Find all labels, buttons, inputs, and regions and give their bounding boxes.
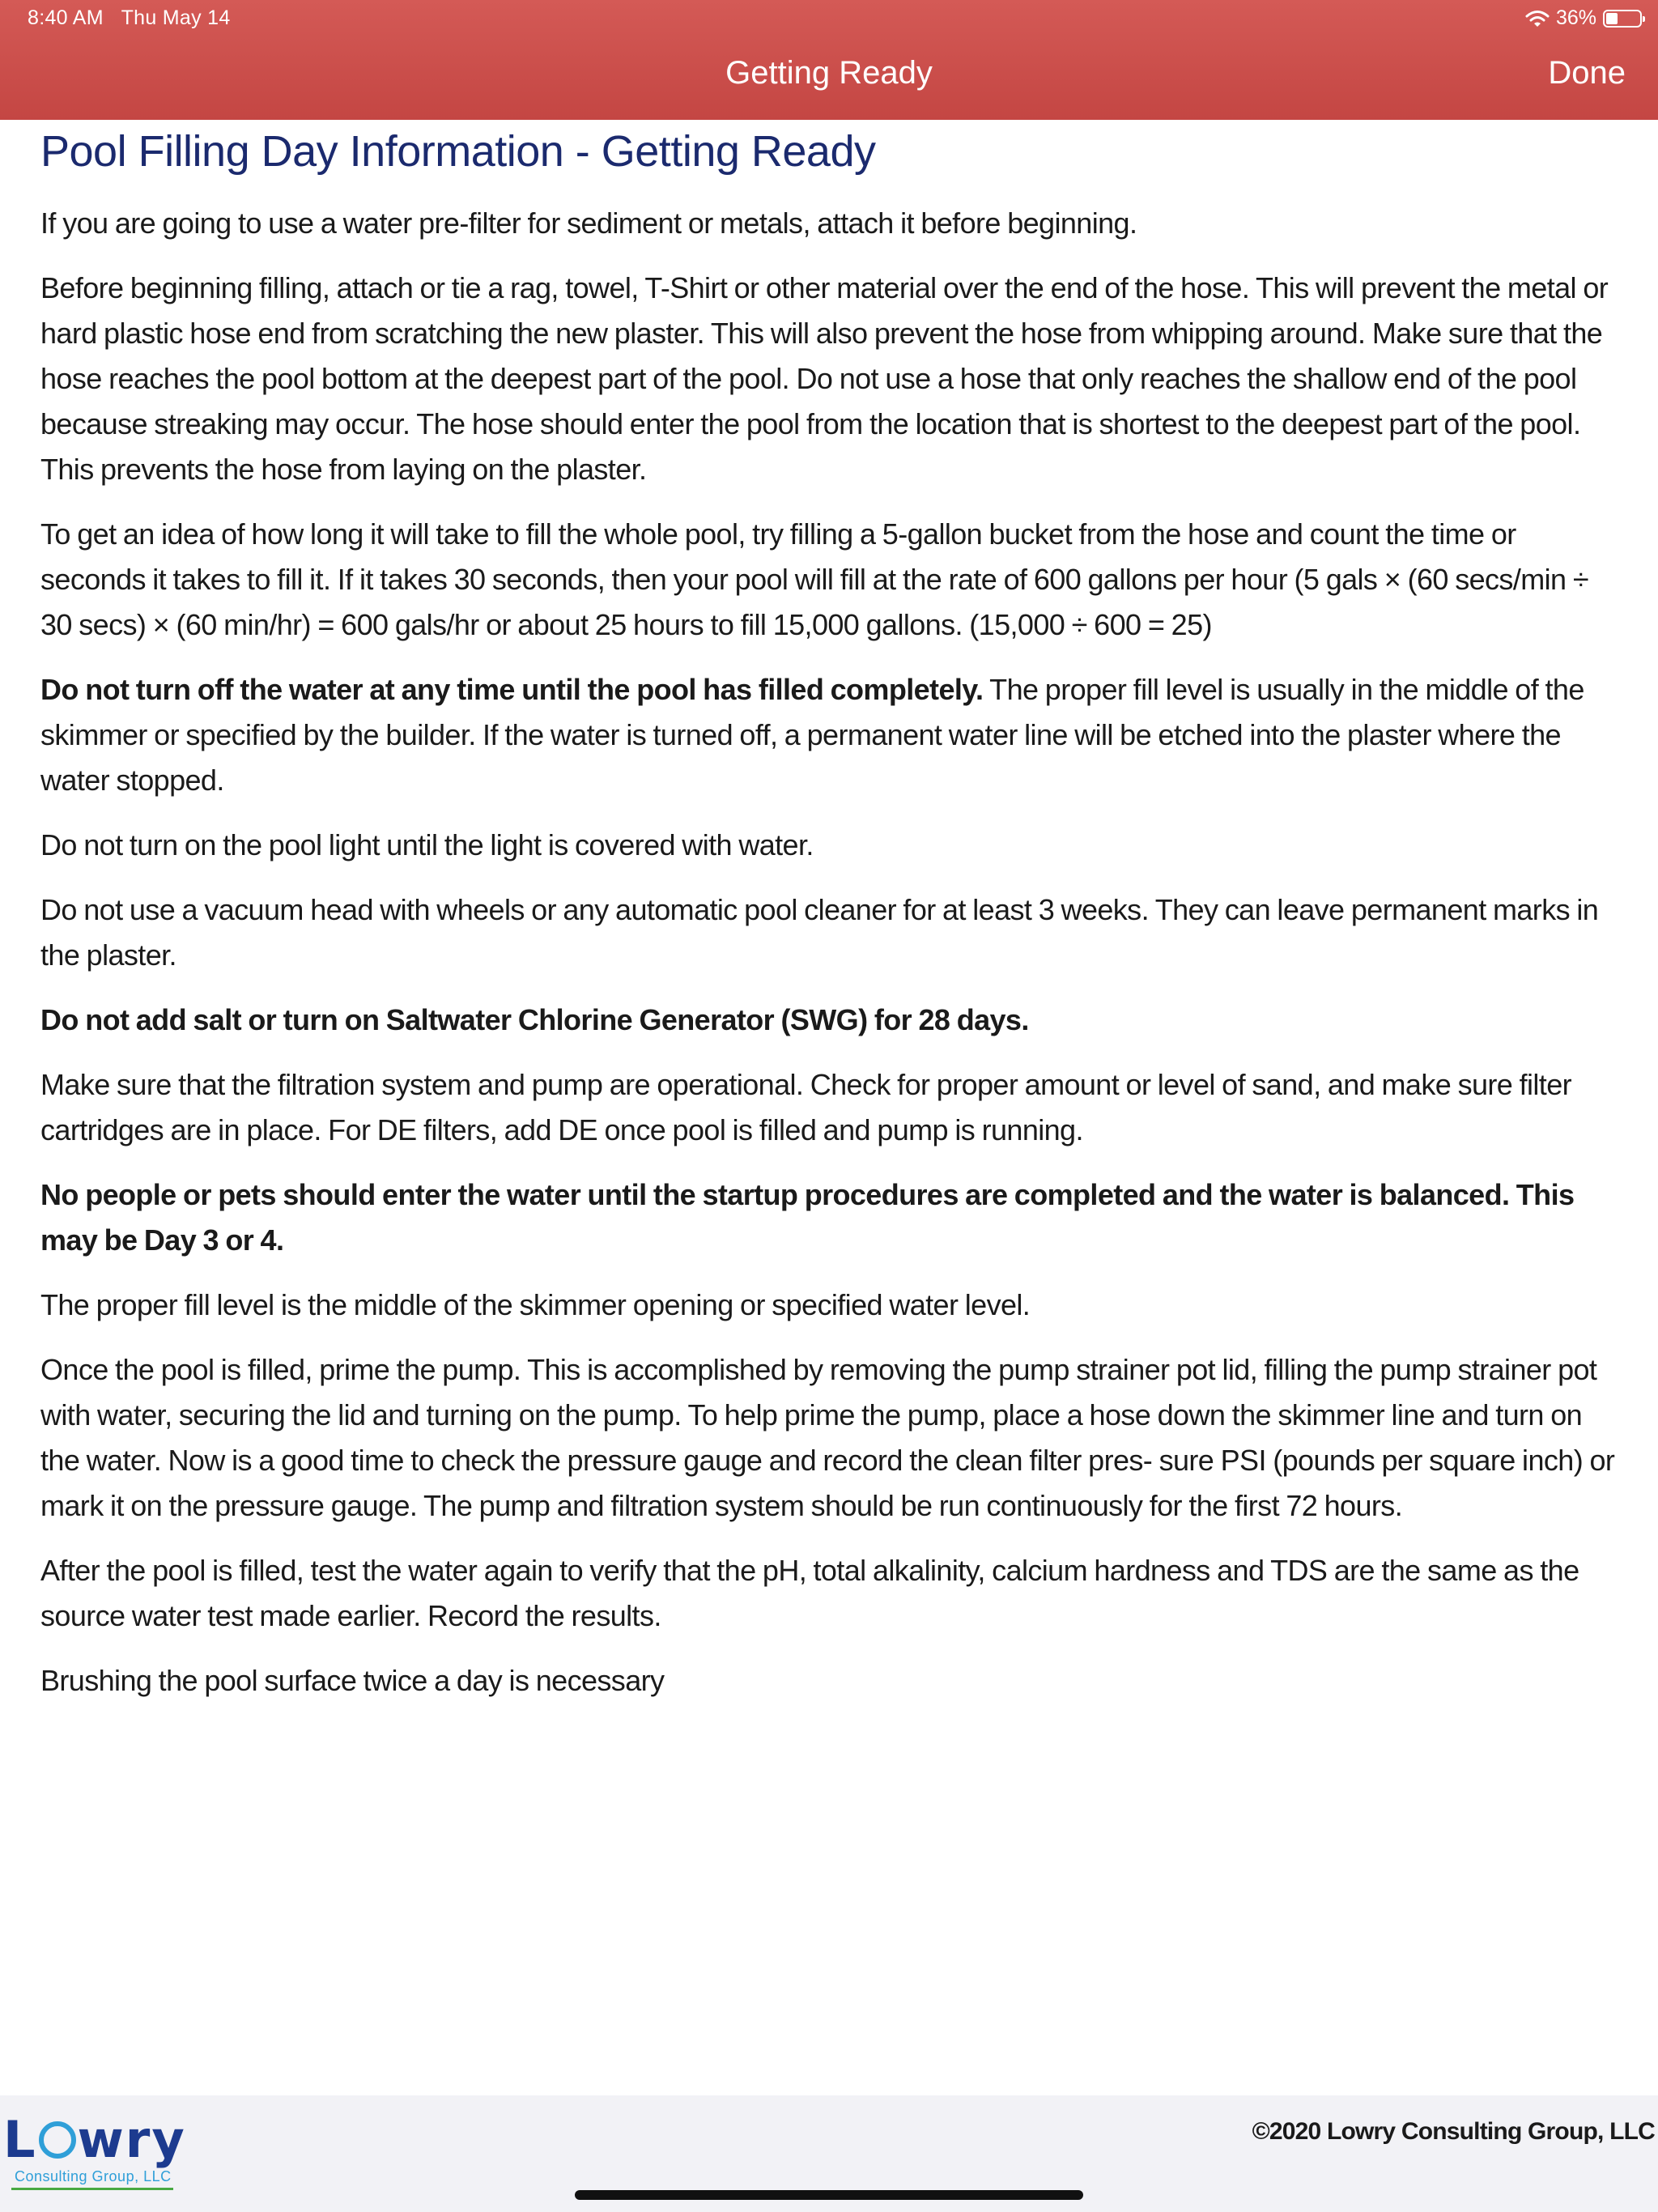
paragraph-fill-time: To get an idea of how long it will take to fill the whole pool, try filling a 5-gallon bucket from the hose and count the time or seconds it takes to fill it. If it takes 30 seconds, then your pool will fill at the rate of 600 gallons per hour (5 gals × (60 secs/min ÷ 30 secs) × (60 min/hr) = 600 gals/hr or about 25 hours to fill 15,000 gallons. (15,000 ÷ 600 = 25): [40, 517, 1588, 642]
status-time: [28, 6, 231, 30]
page-title: Pool Filling Day Information - Getting Ready: [40, 127, 876, 176]
paragraph-vacuum: Do not use a vacuum head with wheels or any automatic pool cleaner for at least 3 weeks. They can leave permanent marks in the plaster.: [40, 893, 1599, 972]
battery-percent: 36%: [1555, 6, 1596, 29]
navigation-header: [0, 0, 1658, 120]
paragraph-prefilter: If you are going to use a water pre-filter for sediment or metals, attach it before beginning.: [40, 206, 1137, 240]
paragraph-water-continuous-bold: Do not turn off the water at any time until the pool has filled completely.: [40, 673, 984, 707]
nav-title: Getting Ready: [725, 55, 933, 91]
paragraph-fill-level: The proper fill level is the middle of the skimmer opening or specified water level.: [40, 1288, 1031, 1322]
logo-subtitle: Consulting Group, LLC: [15, 2168, 172, 2184]
company-logo: [3, 2112, 198, 2184]
paragraph-no-people: No people or pets should enter the water until the startup procedures are completed and the water is balanced. This may be Day 3 or 4.: [40, 1178, 1575, 1257]
done-button[interactable]: Done: [1548, 55, 1626, 91]
wifi-icon: [1525, 9, 1550, 28]
home-indicator[interactable]: [575, 2190, 1083, 2200]
logo-ring-icon: [39, 2121, 76, 2159]
paragraph-brushing: Brushing the pool surface twice a day is necessary: [40, 1664, 665, 1698]
status-indicators: [1525, 6, 1642, 30]
paragraph-pool-light: Do not turn on the pool light until the light is covered with water.: [40, 828, 814, 862]
paragraph-test-water: After the pool is filled, test the water again to verify that the pH, total alkalinity, calcium hardness and TDS are the same as the source water test made earlier. Record the results.: [40, 1554, 1579, 1633]
copyright-text: ©2020 Lowry Consulting Group, LLC: [1252, 2118, 1655, 2145]
battery-icon: [1603, 10, 1642, 28]
paragraph-hose: Before beginning filling, attach or tie a rag, towel, T-Shirt or other material over the end of the hose. This will prevent the metal or hard plastic hose end from scratching the new plaster. This will also prevent the hose from whipping around. Make sure that the hose reaches the pool bottom at the deepest part of the pool. Do not use a hose that only reaches the shallow end of the pool because streaking may occur. The hose should enter the pool from the location that is shortest to the deepest part of the pool. This prevents the hose from laying on the plaster.: [40, 271, 1609, 487]
status-clock: 8:40 AM: [28, 6, 104, 29]
paragraph-water-continuous-rest: The proper fill level is usually in the middle of the skimmer or specified by the builder. If the water is turned off, a permanent water line will be etched into the plaster where the water stopped.: [40, 673, 1584, 798]
paragraph-salt: Do not add salt or turn on Saltwater Chlorine Generator (SWG) for 28 days.: [40, 1003, 1029, 1037]
logo-wordmark: L wry: [3, 2110, 186, 2169]
status-date: Thu May 14: [121, 6, 231, 29]
paragraph-water-continuous: [40, 667, 1619, 803]
battery-level: [1606, 13, 1618, 24]
paragraph-filtration: Make sure that the filtration system and pump are operational. Check for proper amount or level of sand, and make sure filter cartridges are in place. For DE filters, add DE once pool is filled and pump is running.: [40, 1068, 1572, 1147]
article-content: [40, 123, 1619, 1723]
paragraph-prime-pump: Once the pool is filled, prime the pump. This is accomplished by removing the pump strainer pot lid, filling the pump strainer pot with water, securing the lid and turning on the pump. To help prime the pump, place a hose down the skimmer line and turn on the water. Now is a good time to check the pressure gauge and record the clean filter pres- sure PSI (pounds per square inch) or mark it on the pressure gauge. The pump and filtration system should be run continuously for the first 72 hours.: [40, 1353, 1615, 1523]
